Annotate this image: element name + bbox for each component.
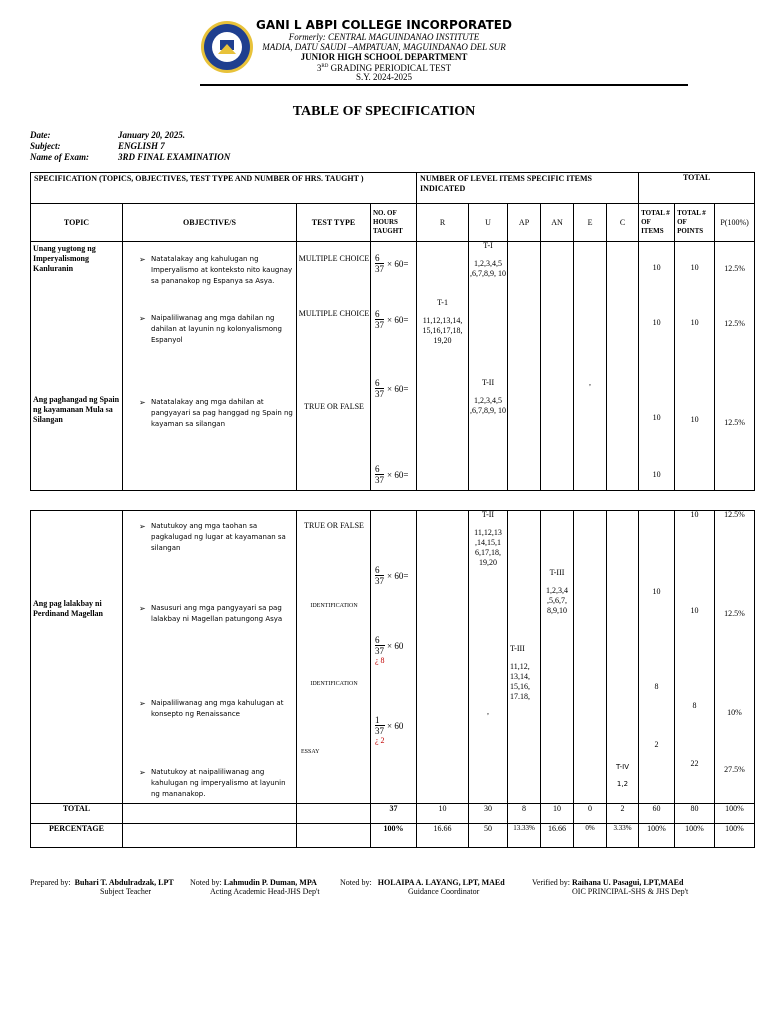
- meta-exam: Name of Exam: 3RD FINAL EXAMINATION: [30, 152, 231, 162]
- test-type-cell: [297, 511, 371, 804]
- c-items: T-IV 1,2: [615, 763, 629, 788]
- percentage-label: PERCENTAGE: [31, 824, 123, 848]
- c-cell: [607, 242, 639, 491]
- objective-1: ➢ Natatalakay ang kahulugan ng Imperyalismo at konteksto nito kaugnay sa pananakop ng Espanya sa Asya.: [139, 255, 293, 285]
- percentage-row: PERCENTAGE 100% 16.66 50 13.33% 16.66 0% 3.33% 100% 100% 100%: [31, 824, 755, 848]
- spec-table-1: [30, 172, 755, 491]
- col-c: C: [607, 204, 639, 242]
- total-points-cell: 10 10 10: [675, 242, 715, 491]
- r-items: T-1 11,12,13,14, 15,16,17,18, 19,20: [422, 298, 463, 345]
- an-cell: [541, 242, 574, 491]
- noted-by-2: Noted by: HOLAIPA A. LAYANG, LPT, MAEd: [340, 878, 505, 887]
- school-formerly: Formerly: CENTRAL MAGUINDANAO INSTITUTE: [288, 32, 480, 42]
- objective-4: ➢ Natutukoy ang mga taohan sa pagkalugad ng lugar at kayamanan sa silangan: [139, 522, 286, 552]
- c-cell: [607, 511, 639, 804]
- hours-cell: [371, 511, 417, 804]
- ap-items: T-III 11,12, 13,14, 15,16, 17.18,: [510, 644, 530, 701]
- noted-by-1: Noted by: Lahmudin P. Duman, MPA: [190, 878, 317, 887]
- document-title: TABLE OF SPECIFICATION: [292, 104, 476, 119]
- col-r: R: [417, 204, 469, 242]
- arrow-bullet-icon: ➢: [139, 255, 146, 264]
- r-cell: [417, 242, 469, 491]
- objectives-cell: [123, 511, 297, 804]
- total-header: TOTAL: [639, 173, 755, 204]
- test-type-5: IDENTIFICATION: [310, 603, 358, 609]
- objective-3: ➢ Natatalakay ang mga dahilan at pangyayari sa pag hanggad ng Spain ng kayaman sa silangan: [139, 398, 293, 428]
- total-items-cell: 10 10 10 10: [639, 242, 675, 491]
- hours-formula-2: 6 37 × 60=: [375, 309, 409, 330]
- prepared-by-role: Subject Teacher: [100, 887, 152, 896]
- test-type-3: TRUE OR FALSE: [304, 402, 364, 411]
- verified-by-role: OIC PRINCIPAL-SHS & JHS Dep't: [572, 887, 689, 896]
- header-divider: [200, 84, 688, 86]
- prepared-by: Prepared by: Buhari T. Abdulradzak, LPT: [30, 878, 174, 887]
- an-cell: [541, 511, 574, 804]
- col-u: U: [469, 204, 508, 242]
- objective-7: ➢ Natutukoy at naipaliliwanag ang kahulugan ng imperyalismo at layunin ng mananakop.: [139, 768, 286, 798]
- hours-formula-5: 6 37 × 60=: [375, 565, 409, 586]
- topic-3: Ang pag lalakbay ni Perdinand Magellan: [33, 599, 104, 618]
- objective-5: ➢ Nasusuri ang mga pangyayari sa pag lalakbay ni Magellan patungong Asya: [139, 604, 283, 623]
- verified-by: Verified by: Raihana U. Pasagui, LPT,MAEd: [532, 878, 684, 887]
- arrow-bullet-icon: ➢: [139, 522, 146, 531]
- test-type-4: TRUE OR FALSE: [304, 521, 364, 530]
- objectives-cell: [123, 242, 297, 491]
- school-year: S.Y. 2024-2025: [355, 72, 413, 82]
- col-total-items: TOTAL # OF ITEMS: [639, 204, 675, 242]
- total-label: TOTAL: [31, 804, 123, 824]
- topic-cell: [31, 242, 123, 491]
- meta-subject: Subject: ENGLISH 7: [30, 141, 165, 151]
- col-total-points: TOTAL # OF POINTS: [675, 204, 715, 242]
- total-row: TOTAL 37 10 30 8 10 0 2 60 80 100%: [31, 804, 755, 824]
- hours-cell: [371, 242, 417, 491]
- spec-table-2: [30, 510, 755, 848]
- test-type-6: IDENTIFICATION: [310, 681, 358, 687]
- u-items-2: T-II 1,2,3,4,5 ,6,7,8,9, 10: [470, 378, 507, 415]
- topic-2: Ang paghangad ng Spain ng kayamanan Mula sa Silangan: [33, 395, 120, 424]
- col-topic: TOPIC: [31, 204, 123, 242]
- col-objectives: OBJECTIVE/S: [123, 204, 297, 242]
- topic-cell: [31, 511, 123, 804]
- r-cell: [417, 511, 469, 804]
- hours-formula-7: 1 37 × 60 ¿ 2: [375, 715, 404, 745]
- arrow-bullet-icon: ➢: [139, 398, 146, 407]
- objective-6: ➢ Naipaliliwanag ang mga kahulugan at konsepto ng Renaissance: [139, 699, 284, 718]
- col-e: E: [574, 204, 607, 242]
- noted-by-1-role: Acting Academic Head-JHS Dep't: [210, 887, 320, 896]
- an-items: T-III 1,2,3,4 ,5,6,7, 8,9,10: [546, 568, 568, 615]
- objective-2: ➢ Naipaliliwanag ang mga dahilan ng dahilan at layunin ng kolonyalismong Espanyol: [139, 314, 282, 344]
- school-department: JUNIOR HIGH SCHOOL DEPARTMENT: [300, 52, 468, 62]
- noted-by-2-role: Guidance Coordinator: [408, 887, 480, 896]
- col-an: AN: [541, 204, 574, 242]
- e-cell: ,: [574, 242, 607, 491]
- arrow-bullet-icon: ➢: [139, 768, 146, 777]
- levels-header: NUMBER OF LEVEL ITEMS SPECIFIC ITEMS INDICATED: [417, 173, 639, 204]
- ap-cell: [508, 242, 541, 491]
- pct-cell: 12.5% 12.5% 10% 27.5%: [715, 511, 755, 804]
- arrow-bullet-icon: ➢: [139, 314, 146, 323]
- hours-formula-4: 6 37 × 60=: [375, 464, 409, 485]
- hours-formula-3: 6 37 × 60=: [375, 378, 409, 399]
- col-test-type: TEST TYPE: [297, 204, 371, 242]
- e-cell: [574, 511, 607, 804]
- arrow-bullet-icon: ➢: [139, 604, 146, 613]
- hours-formula-1: 6 37 × 60=: [375, 253, 409, 274]
- test-type-2: MULTIPLE CHOICE: [298, 309, 370, 318]
- col-hours: NO. OF HOURS TAUGHT: [371, 204, 417, 242]
- u-items-3: T-II 11,12,13 ,14,15,1 6,17,18, 19,20: [474, 510, 502, 567]
- pct-cell: 12.5% 12.5% 12.5%: [715, 242, 755, 491]
- school-name: GANI L ABPI COLLEGE INCORPORATED: [256, 18, 512, 32]
- ap-cell: [508, 511, 541, 804]
- total-points-cell: 10 10 8 22: [675, 511, 715, 804]
- test-type-cell: [297, 242, 371, 491]
- u-cell: T-II 11,12,13 ,14,15,1 6,17,18, 19,20 ,: [469, 511, 508, 804]
- test-type-1: MULTIPLE CHOICE: [298, 254, 370, 263]
- hours-formula-6: 6 37 × 60 ¿ 8: [375, 635, 404, 665]
- exam-period: 3RD GRADING PERIODICAL TEST: [316, 63, 452, 73]
- u-items-1: T-I 1,2,3,4,5 ,6,7,8,9, 10: [470, 241, 507, 278]
- total-items-cell: 10 8 2: [639, 511, 675, 804]
- arrow-bullet-icon: ➢: [139, 699, 146, 708]
- test-type-7: ESSAY: [301, 749, 320, 755]
- school-address: MADIA, DATU SAUDI –AMPATUAN, MAGUINDANAO DEL SUR: [262, 42, 506, 52]
- u-cell: [469, 242, 508, 491]
- topic-1: Unang yugtong ng Imperyalismong Kanluranin: [33, 244, 96, 273]
- meta-date: Date: January 20, 2025.: [30, 130, 186, 140]
- col-pct: P(100%): [715, 204, 755, 242]
- col-ap: AP: [508, 204, 541, 242]
- spec-header: SPECIFICATION (TOPICS, OBJECTIVES, TEST TYPE AND NUMBER OF HRS. TAUGHT ): [31, 173, 417, 204]
